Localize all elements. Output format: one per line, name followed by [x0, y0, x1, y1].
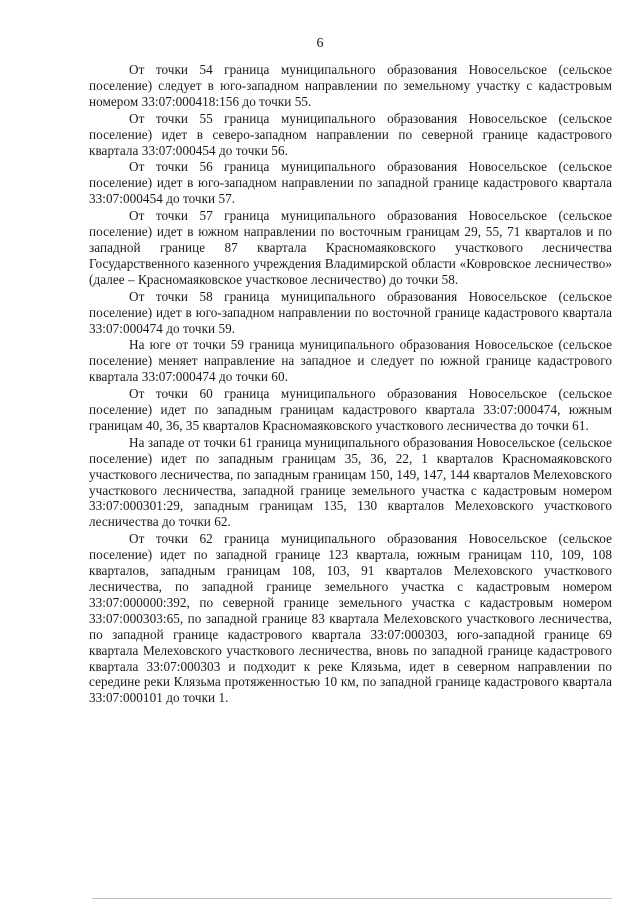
bottom-edge-line — [92, 898, 612, 899]
paragraph-point-58: От точки 58 граница муниципального образования Новосельское (сельское поселение) идет в юго-западном направлении по восточной границе кадастрового квартала 33:07:000474 до точки 59. — [89, 288, 612, 336]
paragraph-point-61: На западе от точки 61 граница муниципального образования Новосельское (сельское поселение) идет по западным границам 35, 36, 22, 1 кварталов Красномаяковского участкового лесничества, по западным границам 150, 149, 147, 144 кварталов Мелеховского участкового лесничества, западной границе земельного участка с кадастровым номером 33:07:000301:29, западным границам 135, 130 кварталов Мелеховского участкового лесничества до точки 62. — [89, 434, 612, 530]
paragraph-point-55: От точки 55 граница муниципального образования Новосельское (сельское поселение) идет в северо-западном направлении по северной границе кадастрового квартала 33:07:000454 до точки 56. — [89, 110, 612, 158]
document-body — [89, 62, 612, 706]
paragraph-point-62: От точки 62 граница муниципального образования Новосельское (сельское поселение) идет по западной границе 123 квартала, южным границам 110, 109, 108 кварталов, западным границам 108, 103, 91 кварталов Мелеховского участкового лесничества, по западной границе земельного участка с кадастровым номером 33:07:000000:392, по северной границе земельного участка с кадастровым номером 33:07:000303:65, по западной границе 83 квартала Мелеховского участкового лесничества, по западной границе кадастрового квартала 33:07:000303, юго-западной границе 69 квартала Мелеховского участкового лесничества, вновь по западной границе кадастрового квартала 33:07:000303 и подходит к реке Клязьма, идет в северном направлении по середине реки Клязьма протяженностью 10 км, по западной границе кадастрового квартала 33:07:000101 до точки 1. — [89, 531, 612, 706]
paragraph-point-57: От точки 57 граница муниципального образования Новосельское (сельское поселение) идет в южном направлении по восточным границам 29, 55, 71 кварталов и по западной границе 87 квартала Красномаяковского участкового лесничества Государственного казенного учреждения Владимирской области «Ковровское лесничество» (далее – Красномаяковское участковое лесничество) до точки 58. — [89, 208, 612, 287]
page-number: 6 — [316, 36, 324, 51]
paragraph-point-59: На юге от точки 59 граница муниципального образования Новосельское (сельское поселение) меняет направление на западное и следует по южной границе кадастрового квартала 33:07:000474 до точки 60. — [89, 337, 612, 385]
paragraph-point-60: От точки 60 граница муниципального образования Новосельское (сельское поселение) идет по западным границам кадастрового квартала 33:07:000474, южным границам 40, 36, 35 кварталов Красномаяковского участкового лесничества до точки 61. — [89, 386, 612, 433]
paragraph-point-54: От точки 54 граница муниципального образования Новосельское (сельское поселение) следует в юго-западном направлении по земельному участку с кадастровым номером 33:07:000418:156 до точки 55. — [89, 62, 612, 109]
paragraph-point-56: От точки 56 граница муниципального образования Новосельское (сельское поселение) идет в юго-западном направлении по западной границе кадастрового квартала 33:07:000454 до точки 57. — [89, 159, 612, 207]
